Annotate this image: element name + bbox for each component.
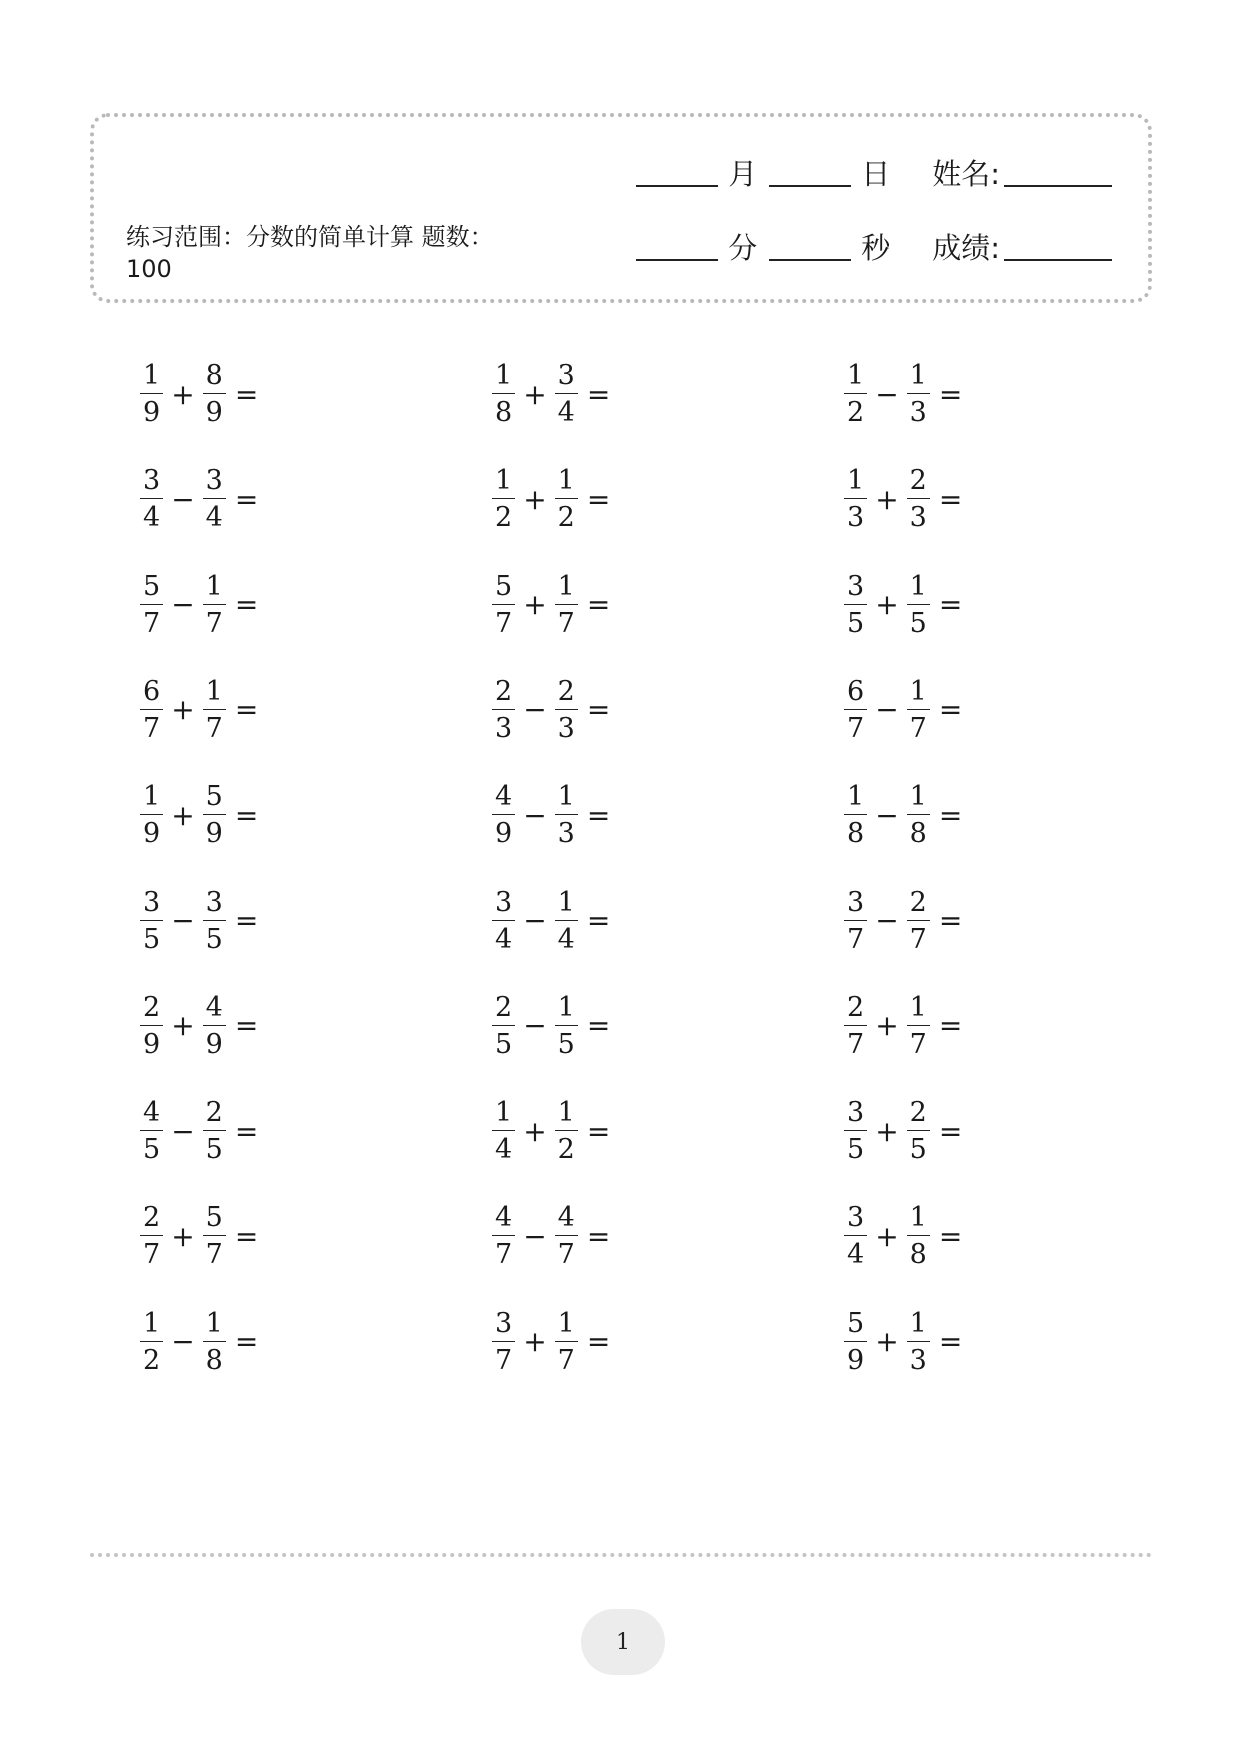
numerator: 2: [907, 1099, 930, 1131]
numerator: 5: [203, 1204, 226, 1236]
equals-sign: =: [234, 588, 259, 622]
numerator: 8: [203, 362, 226, 394]
second-fraction: [555, 465, 578, 534]
fraction-problem: [492, 781, 611, 850]
first-fraction: [492, 886, 515, 955]
fraction-problem: [140, 362, 258, 426]
second-fraction: [555, 1202, 578, 1271]
fraction-problem: [140, 675, 259, 744]
second-fraction: [555, 1097, 578, 1166]
fraction-problem: [140, 991, 259, 1060]
operator: +: [875, 588, 899, 622]
denominator: 3: [909, 502, 927, 534]
denominator: 7: [557, 1239, 575, 1271]
numerator: 3: [140, 889, 163, 921]
first-fraction: [844, 362, 867, 426]
numerator: 1: [555, 573, 578, 605]
denominator: 5: [909, 1134, 927, 1166]
second-fraction: [203, 1307, 226, 1376]
equals-sign: =: [586, 904, 611, 937]
denominator: 8: [495, 397, 513, 428]
first-fraction: [140, 781, 163, 850]
numerator: 2: [844, 994, 867, 1026]
second-fraction: [555, 675, 578, 744]
equals-sign: =: [938, 482, 963, 516]
operator: +: [875, 1219, 899, 1253]
fraction-problem: [844, 1202, 963, 1271]
denominator: 9: [847, 1344, 865, 1376]
second-fraction: [907, 991, 930, 1060]
second-fraction: [203, 675, 226, 744]
equals-sign: =: [234, 1114, 259, 1148]
denominator: 7: [909, 923, 927, 955]
numerator: 4: [492, 783, 515, 815]
numerator: 1: [907, 1204, 930, 1236]
numerator: 1: [555, 889, 578, 921]
denominator: 7: [557, 607, 575, 639]
practice-scope: 练习范围：分数的简单计算 题数：100: [126, 223, 494, 283]
numerator: 3: [844, 1204, 867, 1236]
denominator: 2: [557, 1134, 575, 1166]
first-fraction: [844, 570, 867, 639]
first-fraction: [844, 1202, 867, 1271]
second-fraction: [203, 1097, 226, 1166]
numerator: 4: [492, 1204, 515, 1236]
fraction-problem: [844, 465, 963, 534]
first-fraction: [140, 1307, 163, 1376]
operator: +: [171, 693, 195, 727]
equals-sign: =: [938, 693, 963, 727]
numerator: 2: [555, 678, 578, 710]
denominator: 5: [909, 607, 927, 639]
first-fraction: [492, 362, 515, 426]
second-fraction: [555, 362, 578, 426]
denominator: 7: [205, 712, 223, 744]
month-label: 月: [728, 157, 758, 191]
fraction-problem: [140, 781, 259, 850]
numerator: 1: [907, 678, 930, 710]
denominator: 9: [205, 818, 223, 850]
denominator: 7: [495, 1239, 513, 1271]
denominator: 4: [143, 502, 161, 534]
operator: +: [875, 1009, 899, 1043]
denominator: 2: [495, 502, 513, 534]
first-fraction: [140, 991, 163, 1060]
equals-sign: =: [938, 588, 963, 622]
operator: −: [171, 904, 195, 937]
numerator: 1: [555, 1310, 578, 1342]
numerator: 1: [140, 362, 163, 394]
numerator: 1: [555, 783, 578, 815]
denominator: 4: [205, 502, 223, 534]
equals-sign: =: [938, 1325, 963, 1359]
operator: −: [875, 693, 899, 727]
first-fraction: [492, 1307, 515, 1376]
fraction-problem: [140, 570, 259, 639]
numerator: 1: [555, 467, 578, 499]
equals-sign: =: [586, 1325, 611, 1359]
score-label: 成绩:: [932, 231, 1000, 265]
numerator: 1: [907, 994, 930, 1026]
second-fraction: [907, 675, 930, 744]
denominator: 7: [909, 712, 927, 744]
first-fraction: [492, 781, 515, 850]
fraction-problem: [844, 1307, 963, 1376]
equals-sign: =: [586, 693, 611, 727]
first-fraction: [140, 1202, 163, 1271]
denominator: 4: [495, 923, 513, 955]
denominator: 2: [143, 1344, 161, 1376]
equals-sign: =: [234, 1219, 259, 1253]
first-fraction: [140, 675, 163, 744]
denominator: 3: [495, 712, 513, 744]
numerator: 4: [140, 1099, 163, 1131]
denominator: 7: [847, 923, 865, 955]
numerator: 1: [492, 362, 515, 394]
second-fraction: [203, 465, 226, 534]
numerator: 2: [492, 994, 515, 1026]
operator: −: [875, 798, 899, 832]
fraction-problem: [492, 1202, 611, 1271]
fraction-problem: [844, 1097, 963, 1166]
denominator: 7: [143, 1239, 161, 1271]
numerator: 1: [555, 994, 578, 1026]
numerator: 1: [844, 783, 867, 815]
numerator: 2: [140, 1204, 163, 1236]
fraction-problem: [492, 570, 611, 639]
fraction-problem: [492, 465, 611, 534]
equals-sign: =: [938, 377, 963, 411]
fraction-problem: [140, 1097, 259, 1166]
second-fraction: [203, 570, 226, 639]
denominator: 7: [557, 1344, 575, 1376]
denominator: 9: [205, 397, 223, 428]
numerator: 1: [203, 678, 226, 710]
fraction-problem: [140, 465, 259, 534]
numerator: 1: [907, 573, 930, 605]
numerator: 1: [844, 362, 867, 394]
equals-sign: =: [586, 588, 611, 622]
equals-sign: =: [938, 1219, 963, 1253]
denominator: 7: [205, 607, 223, 639]
fraction-problem: [140, 1202, 259, 1271]
numerator: 3: [492, 1310, 515, 1342]
fraction-problem: [140, 886, 259, 955]
first-fraction: [140, 465, 163, 534]
second-fraction: [203, 781, 226, 850]
operator: +: [171, 377, 195, 411]
numerator: 2: [140, 994, 163, 1026]
numerator: 2: [203, 1099, 226, 1131]
operator: −: [171, 1325, 195, 1359]
denominator: 9: [143, 818, 161, 850]
denominator: 4: [557, 923, 575, 955]
denominator: 5: [205, 1134, 223, 1166]
denominator: 7: [205, 1239, 223, 1271]
denominator: 8: [847, 818, 865, 850]
denominator: 3: [847, 502, 865, 534]
denominator: 8: [909, 1239, 927, 1271]
operator: −: [523, 1219, 547, 1253]
first-fraction: [140, 570, 163, 639]
denominator: 4: [847, 1239, 865, 1271]
fraction-problem: [492, 886, 611, 955]
denominator: 7: [495, 1344, 513, 1376]
denominator: 9: [495, 818, 513, 850]
second-label: 秒: [861, 231, 891, 265]
numerator: 5: [140, 573, 163, 605]
equals-sign: =: [234, 904, 259, 937]
equals-sign: =: [234, 798, 259, 832]
second-fraction: [907, 886, 930, 955]
numerator: 1: [907, 783, 930, 815]
denominator: 7: [143, 607, 161, 639]
second-fraction: [907, 1202, 930, 1271]
numerator: 2: [492, 678, 515, 710]
denominator: 9: [143, 397, 161, 428]
fraction-problem: [844, 781, 963, 850]
first-fraction: [492, 465, 515, 534]
denominator: 9: [205, 1028, 223, 1060]
denominator: 7: [909, 1028, 927, 1060]
first-fraction: [492, 1097, 515, 1166]
denominator: 3: [557, 818, 575, 850]
second-fraction: [907, 570, 930, 639]
fraction-problem: [844, 886, 963, 955]
numerator: 5: [203, 783, 226, 815]
operator: +: [875, 482, 899, 516]
operator: −: [523, 798, 547, 832]
equals-sign: =: [586, 482, 611, 516]
denominator: 3: [557, 712, 575, 744]
first-fraction: [492, 991, 515, 1060]
numerator: 2: [907, 467, 930, 499]
first-fraction: [140, 362, 163, 426]
first-fraction: [844, 465, 867, 534]
equals-sign: =: [234, 1325, 259, 1359]
operator: +: [523, 482, 547, 516]
denominator: 7: [143, 712, 161, 744]
denominator: 5: [557, 1028, 575, 1060]
first-fraction: [140, 886, 163, 955]
first-fraction: [844, 1097, 867, 1166]
numerator: 5: [844, 1310, 867, 1342]
fraction-problem: [844, 362, 962, 426]
page-number: 1: [581, 1609, 665, 1675]
operator: −: [171, 1114, 195, 1148]
equals-sign: =: [938, 904, 963, 937]
numerator: 3: [203, 889, 226, 921]
numerator: 1: [492, 467, 515, 499]
numerator: 1: [492, 1099, 515, 1131]
day-label: 日: [861, 157, 891, 191]
name-label: 姓名:: [932, 157, 1000, 191]
fraction-problem: [492, 362, 610, 426]
fraction-problem: [140, 1307, 259, 1376]
first-fraction: [844, 886, 867, 955]
numerator: 6: [844, 678, 867, 710]
operator: −: [523, 693, 547, 727]
equals-sign: =: [234, 377, 259, 411]
equals-sign: =: [586, 1114, 611, 1148]
denominator: 5: [143, 1134, 161, 1166]
operator: +: [171, 1219, 195, 1253]
fraction-problem: [492, 991, 611, 1060]
operator: −: [171, 588, 195, 622]
operator: +: [523, 377, 547, 411]
equals-sign: =: [234, 1009, 259, 1043]
numerator: 1: [555, 1099, 578, 1131]
second-fraction: [203, 362, 226, 426]
first-fraction: [492, 1202, 515, 1271]
equals-sign: =: [586, 1219, 611, 1253]
second-fraction: [555, 781, 578, 850]
denominator: 7: [495, 607, 513, 639]
denominator: 7: [847, 712, 865, 744]
denominator: 8: [205, 1344, 223, 1376]
fraction-problem: [844, 991, 963, 1060]
operator: −: [875, 377, 899, 411]
denominator: 5: [847, 1134, 865, 1166]
second-fraction: [907, 465, 930, 534]
operator: +: [523, 1114, 547, 1148]
numerator: 3: [555, 362, 578, 394]
operator: −: [171, 482, 195, 516]
operator: +: [171, 1009, 195, 1043]
denominator: 8: [909, 818, 927, 850]
numerator: 1: [907, 1310, 930, 1342]
equals-sign: =: [586, 798, 611, 832]
denominator: 3: [909, 1344, 927, 1376]
numerator: 3: [203, 467, 226, 499]
numerator: 1: [140, 783, 163, 815]
numerator: 2: [907, 889, 930, 921]
second-fraction: [555, 1307, 578, 1376]
denominator: 4: [557, 397, 575, 428]
second-fraction: [907, 1097, 930, 1166]
first-fraction: [844, 781, 867, 850]
denominator: 7: [847, 1028, 865, 1060]
operator: −: [523, 1009, 547, 1043]
operator: +: [171, 798, 195, 832]
numerator: 4: [555, 1204, 578, 1236]
operator: +: [523, 588, 547, 622]
footer-divider: [90, 1553, 1152, 1557]
numerator: 5: [492, 573, 515, 605]
denominator: 4: [495, 1134, 513, 1166]
second-fraction: [555, 570, 578, 639]
second-fraction: [907, 781, 930, 850]
denominator: 9: [143, 1028, 161, 1060]
minute-label: 分: [728, 231, 758, 265]
numerator: 3: [492, 889, 515, 921]
equals-sign: =: [234, 693, 259, 727]
first-fraction: [844, 675, 867, 744]
equals-sign: =: [938, 1114, 963, 1148]
second-fraction: [203, 991, 226, 1060]
numerator: 1: [203, 1310, 226, 1342]
numerator: 3: [844, 1099, 867, 1131]
second-fraction: [907, 362, 930, 426]
denominator: 5: [205, 923, 223, 955]
equals-sign: =: [938, 798, 963, 832]
first-fraction: [492, 675, 515, 744]
numerator: 1: [907, 362, 930, 394]
first-fraction: [492, 570, 515, 639]
operator: +: [523, 1325, 547, 1359]
operator: +: [875, 1114, 899, 1148]
second-fraction: [907, 1307, 930, 1376]
first-fraction: [844, 991, 867, 1060]
numerator: 1: [140, 1310, 163, 1342]
operator: −: [875, 904, 899, 937]
fraction-problem: [492, 675, 611, 744]
numerator: 3: [140, 467, 163, 499]
second-fraction: [555, 886, 578, 955]
numerator: 3: [844, 573, 867, 605]
denominator: 5: [847, 607, 865, 639]
denominator: 2: [847, 397, 865, 428]
equals-sign: =: [586, 377, 611, 411]
first-fraction: [844, 1307, 867, 1376]
second-fraction: [555, 991, 578, 1060]
denominator: 3: [909, 397, 927, 428]
equals-sign: =: [938, 1009, 963, 1043]
operator: −: [523, 904, 547, 937]
numerator: 1: [844, 467, 867, 499]
second-fraction: [203, 886, 226, 955]
denominator: 2: [557, 502, 575, 534]
denominator: 5: [495, 1028, 513, 1060]
fraction-problem: [492, 1097, 611, 1166]
denominator: 5: [143, 923, 161, 955]
numerator: 1: [203, 573, 226, 605]
second-fraction: [203, 1202, 226, 1271]
fraction-problem: [844, 570, 963, 639]
fraction-problem: [844, 675, 963, 744]
numerator: 4: [203, 994, 226, 1026]
numerator: 6: [140, 678, 163, 710]
first-fraction: [140, 1097, 163, 1166]
equals-sign: =: [586, 1009, 611, 1043]
equals-sign: =: [234, 482, 259, 516]
operator: +: [875, 1325, 899, 1359]
numerator: 3: [844, 889, 867, 921]
fraction-problem: [492, 1307, 611, 1376]
